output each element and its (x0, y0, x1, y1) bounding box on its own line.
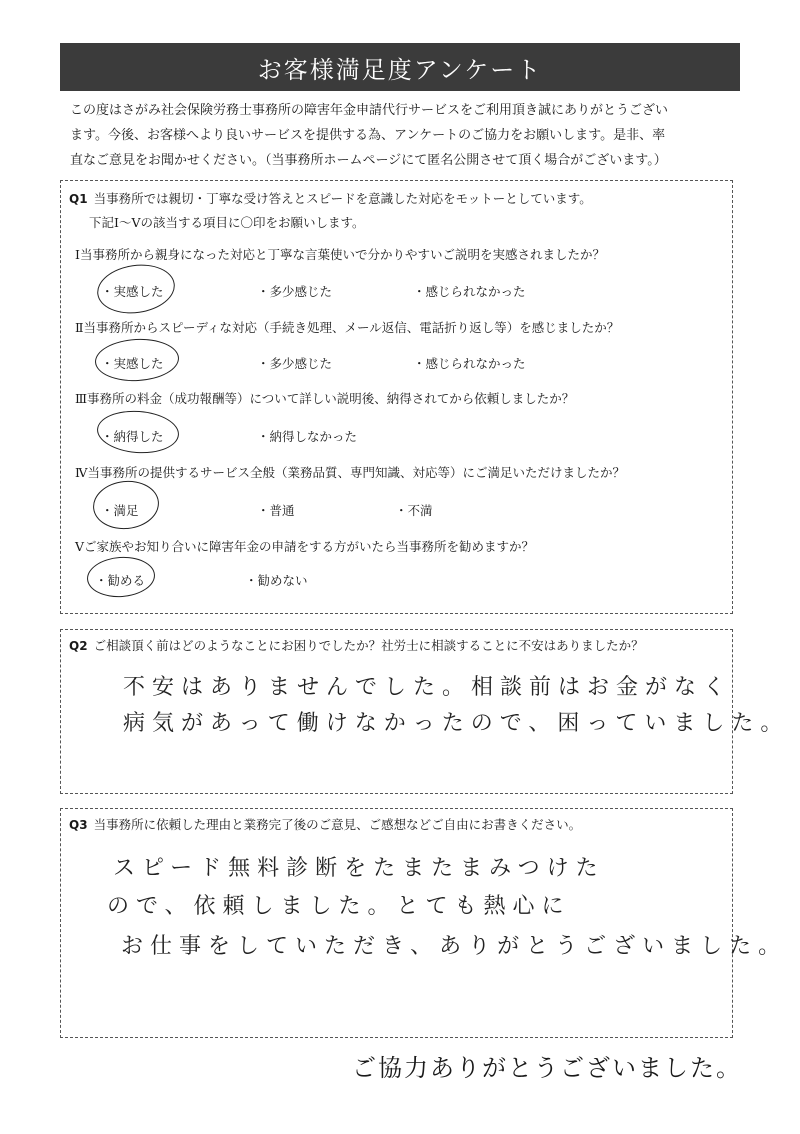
q1-item-3-question: Ⅲ事務所の料金（成功報酬等）について詳しい説明後、納得されてから依頼しましたか？ (75, 391, 575, 406)
q1-question (69, 189, 592, 207)
intro-line: この度はさがみ社会保険労務士事務所の障害年金申請代行サービスをご利用頂き誠にありがとうござい (70, 103, 669, 118)
intro-line: ます。今後、お客様へより良いサービスを提供する為、アンケートのご協力をお願いします。是非、率 (70, 128, 666, 143)
q1-item-5-option-2[interactable]: ・勧めない (245, 573, 308, 588)
q1-item-5-question: Ⅴご家族やお知り合いに障害年金の申請をする方がいたら当事務所を勧めますか？ (75, 539, 535, 554)
q1-item-3-option-2[interactable]: ・納得しなかった (257, 429, 358, 444)
selected-circle-mark (94, 260, 178, 318)
q1-item-5-option-1[interactable]: ・勧める (95, 573, 146, 588)
q1-item-4-option-2[interactable]: ・普通 (257, 503, 295, 518)
q3-answer-line: スピード無料診断をたまたまみつけた (113, 856, 605, 881)
q3-answer-line: ので、依頼しました。とても熱心に (107, 894, 571, 919)
q1-item-1-option-3[interactable]: ・感じられなかった (413, 284, 526, 299)
q1-item-1-option-2[interactable]: ・多少感じた (257, 284, 333, 299)
q1-item-4-option-3[interactable]: ・不満 (395, 503, 433, 518)
q1-instruction: 下記Ⅰ～Ⅴの該当する項目に〇印をお願いします。 (89, 215, 365, 230)
q1-item-1-option-1[interactable]: ・実感した (101, 284, 164, 299)
q1-item-2-option-3[interactable]: ・感じられなかった (413, 356, 526, 371)
q2-answer-line: 不安はありませんでした。相談前はお金がなく (123, 675, 733, 700)
q3-label: Q3 (69, 818, 88, 832)
q1-label: Q1 (69, 192, 88, 206)
intro-line: 直なご意見をお聞かせください。（当事務所ホームページにて匿名公開させて頂く場合がございます。） (70, 153, 667, 168)
q1-item-1-question: Ⅰ当事務所から親身になった対応と丁寧な言葉使いで分かりやすいご説明を実感されましたか？ (75, 247, 605, 262)
q3-question (69, 815, 581, 833)
survey-title: お客様満足度アンケート (60, 43, 740, 91)
closing-message: ご協力ありがとうございました。 (352, 1054, 742, 1082)
q2-label: Q2 (69, 639, 88, 653)
selected-circle-mark (94, 337, 180, 383)
q3-text: 当事務所に依頼した理由と業務完了後のご意見、ご感想などご自由にお書きください。 (93, 817, 582, 832)
q2-question (69, 636, 644, 654)
q1-section (60, 180, 733, 614)
q2-text: ご相談頂く前はどのようなことにお困りでしたか？社労士に相談することに不安はありましたか？ (93, 638, 644, 653)
q1-item-2-option-1[interactable]: ・実感した (101, 356, 164, 371)
q1-text: 当事務所では親切・丁寧な受け答えとスピードを意識した対応をモットーとしています。 (93, 191, 592, 206)
q1-item-4-question: Ⅳ当事務所の提供するサービス全般（業務品質、専門知識、対応等）にご満足いただけましたか？ (75, 465, 625, 480)
intro-text (70, 98, 736, 173)
q1-item-2-question: Ⅱ当事務所からスピーディな対応（手続き処理、メール返信、電話折り返し等）を感じましたか？ (75, 320, 620, 335)
q3-answer-line: お仕事をしていただき、ありがとうございました。 (121, 934, 788, 959)
q1-item-3-option-1[interactable]: ・納得した (101, 429, 164, 444)
selected-circle-mark (96, 408, 181, 456)
q1-item-4-option-1[interactable]: ・満足 (101, 503, 139, 518)
q3-section (60, 808, 788, 1038)
selected-circle-mark (91, 478, 162, 533)
q2-section (60, 629, 790, 794)
selected-circle-mark (86, 555, 157, 600)
q2-answer-line: 病気があって働けなかったので、困っていました。 (123, 711, 790, 736)
q1-item-2-option-2[interactable]: ・多少感じた (257, 356, 333, 371)
